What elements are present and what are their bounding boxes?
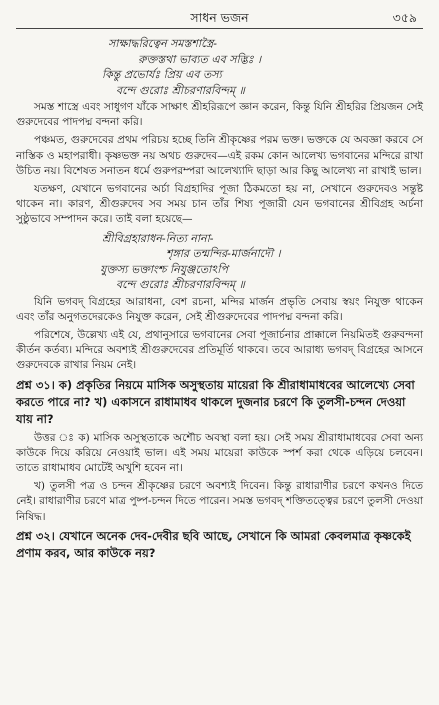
paragraph: যতক্ষণ, যেখানে ভগবানের অর্চা বিগ্রহাদির পূজা ঠিকমতো হয় না, সেখানে গুরুদেবও সন্তুষ্ট থাকেন না। কারণ, শ্রীগুরুদেব সব সময় চান তাঁর শিষ্য পূজারী যেন ভগবানের শ্রীবিগ্রহ অর্চনা সুষ্ঠুভাবে সম্পাদন করে। তাই বলা হয়েছে— (16, 183, 423, 226)
answer-text: উত্তর ঃ ক) মাসিক অসুস্থতাকে অশৌচ অবস্থা বলা হয়। সেই সময় শ্রীরাধামাধবের সেবা অন্য কাউকে দিয়ে করিয়ে নেওয়াই ভাল। এই সময় মায়েরা কাউকে স্পর্শ করা থেকে এড়িয়ে চলবেন। তাতে রাধামাধব মোটেই অখুশি হবেন না। (16, 431, 423, 475)
running-title: সাধন ভজন (190, 10, 249, 25)
verse-block (16, 231, 423, 293)
page-content (16, 28, 423, 562)
verse-line: কিন্তু প্রভোর্যঃ প্রিয় এব তস্য (102, 68, 222, 81)
paragraph: সমস্ত শাস্ত্রে এবং সাধুগণ যাঁকে সাক্ষাৎ শ্রীহরিরূপে জ্ঞান করেন, কিন্তু যিনি শ্রীহরির প্রিয়জন সেই গুরুদেবের পাদপদ্ম বন্দনা করি। (16, 101, 423, 129)
verse-line: সাক্ষাদ্ধরিত্বেন সমস্তশাস্ত্রৈ- (108, 37, 218, 50)
page-header (16, 6, 423, 28)
verse-line: রুক্তস্তথা ভাব্যত এব সদ্ভিঃ । (138, 52, 262, 66)
answer-31-part-a (16, 431, 423, 477)
verse-line: শ্রীবিগ্রহারাধন-নিত্য নানা- (102, 231, 214, 245)
verse-line: যুক্তস্য ভক্তাংশ্চ নিযুঞ্জতোঽপি (100, 262, 228, 276)
verse-line: শৃঙ্গার তন্মন্দির-মার্জনাদৌ । (166, 247, 281, 261)
paragraph: পঞ্চমত, গুরুদেবের প্রথম পরিচয় হচ্ছে তিনি শ্রীকৃষ্ণের পরম ভক্ত। ভক্তকে যে অবজ্ঞা করবে সে নাস্তিক ও মহাপরাধী। কৃষ্ণভক্ত নয় অথচ গুরুদেব—এই রকম কোন আলেখ্য ভগবানের মন্দিরে রাখা উচিত নয়। বিশেষত সনাতন ধর্মে গুরুপরম্পরা আলেখ্যাদি ছাড়া আর কিছু আলেখ্য না রাখাই ভাল। (16, 134, 423, 177)
answer-text: খ) তুলসী পত্র ও চন্দন শ্রীকৃষ্ণের চরণে অবশ্যই দিবেন। কিন্তু রাধারাণীর চরণে কখনও দিতে নেই। রাধারাণীর চরণে মাত্র পুষ্প-চন্দন দিতে পারেন। সমস্ত ভগবদ্ শক্তিতত্ত্বের চরণে তুলসী দেওয়া নিষিদ্ধ। (16, 480, 423, 523)
paragraph: পরিশেষে, উল্লেখ্য এই যে, প্রথানুসারে ভগবানের সেবা পূজার্চনার প্রাক্কালে নিয়মিতই গুরুবন্দনা কীর্তন কর্তব্য। মন্দিরে অবশ্যই শ্রীগুরুদেবের প্রতিমূর্তি থাকবে। তবে আরাধ্য ভগবদ্ বিগ্রহের আসনে গুরুদেবকে রাখার নিয়ম নেই। (16, 329, 423, 372)
verse-block (16, 36, 423, 98)
answer-31-part-b (16, 479, 423, 525)
header-rule (16, 28, 423, 29)
question-31: প্রশ্ন ৩১। ক) প্রকৃতির নিয়মে মাসিক অসুস্থতায় মায়েরা কি শ্রীরাধামাধবের আলেখ্যে সেবা করতে পারে না? খ) একাসনে রাধামাধব থাকলে দুজনার চরণে কি তুলসী-চন্দন দেওয়া যায় না? (16, 377, 415, 426)
paragraph: যিনি ভগবদ্ বিগ্রহের আরাধনা, বেশ রচনা, মন্দির মার্জন প্রভৃতি সেবায় স্বয়ং নিযুক্ত থাকেন এবং তাঁর অনুগতদেরকেও নিযুক্ত করেন, সেই শ্রীগুরুদেবের পাদপদ্ম বন্দনা করি। (16, 295, 423, 323)
question-32: প্রশ্ন ৩২। যেখানে অনেক দেব-দেবীর ছবি আছে, সেখানে কি আমরা কেবলমাত্র কৃষ্ণকেই প্রণাম করব, আর কাউকে নয়? (16, 528, 411, 560)
verse-line: বন্দে গুরোঃ শ্রীচরণারবিন্দম্ ॥ (116, 278, 245, 292)
verse-line: বন্দে গুরোঃ শ্রীচরণারবিন্দম্ ॥ (116, 83, 245, 97)
page-number: ৩৫৯ (392, 10, 417, 25)
